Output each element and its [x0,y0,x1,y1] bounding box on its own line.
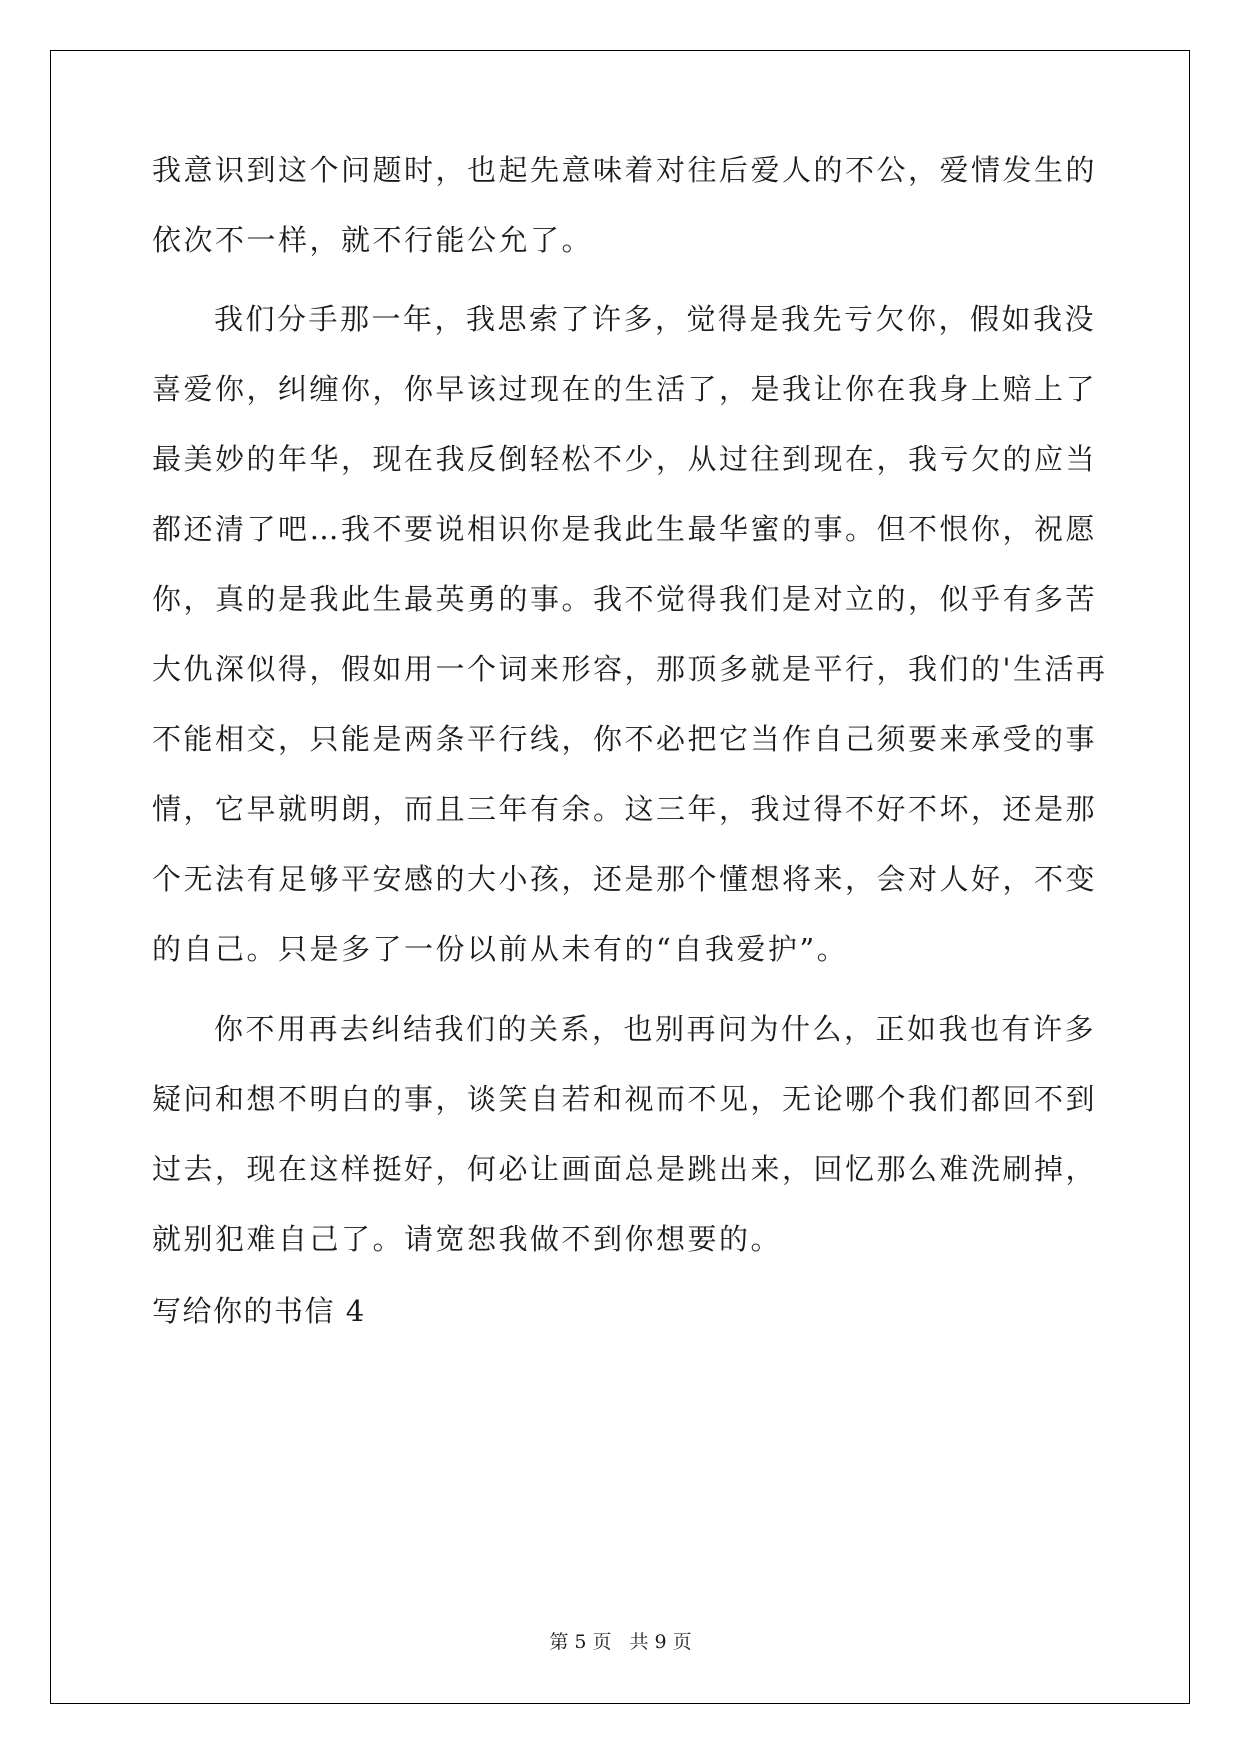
paragraph-line: 情，它早就明朗，而且三年有余。这三年，我过得不好不坏，还是那 [152,792,1098,826]
paragraph-line: 你不用再去纠结我们的关系，也别再问为什么，正如我也有许多 [214,1012,1097,1046]
page-footer [0,1630,1241,1654]
paragraph-line: 个无法有足够平安感的大小孩，还是那个懂想将来，会对人好，不变 [152,862,1098,896]
page-total: 共 9 页 [629,1631,692,1653]
paragraph-line: 大仇深似得，假如用一个词来形容，那顶多就是平行，我们的'生活再 [152,652,1108,686]
paragraph-line: 你，真的是我此生最英勇的事。我不觉得我们是对立的，似乎有多苦 [152,582,1098,616]
paragraph-line: 依次不一样，就不行能公允了。 [152,223,594,257]
paragraph-line: 疑问和想不明白的事，谈笑自若和视而不见，无论哪个我们都回不到 [152,1082,1098,1116]
paragraph-line: 我们分手那一年，我思索了许多，觉得是我先亏欠你，假如我没 [214,302,1097,336]
paragraph-line: 最美妙的年华，现在我反倒轻松不少，从过往到现在，我亏欠的应当 [152,442,1098,476]
paragraph-line: 我意识到这个问题时，也起先意味着对往后爱人的不公，爱情发生的 [152,153,1098,187]
paragraph-line: 的自己。只是多了一份以前从未有的“自我爱护”。 [152,932,849,966]
section-heading: 写给你的书信 4 [152,1294,366,1328]
paragraph-line: 都还清了吧…我不要说相识你是我此生最华蜜的事。但不恨你，祝愿 [152,512,1098,546]
paragraph-line: 喜爱你，纠缠你，你早该过现在的生活了，是我让你在我身上赔上了 [152,372,1098,406]
paragraph-line: 过去，现在这样挺好，何必让画面总是跳出来，回忆那么难洗刷掉， [152,1152,1098,1186]
paragraph-line: 不能相交，只能是两条平行线，你不必把它当作自己须要来承受的事 [152,722,1098,756]
page-number: 第 5 页 [549,1631,612,1653]
paragraph-line: 就别犯难自己了。请宽恕我做不到你想要的。 [152,1222,783,1256]
